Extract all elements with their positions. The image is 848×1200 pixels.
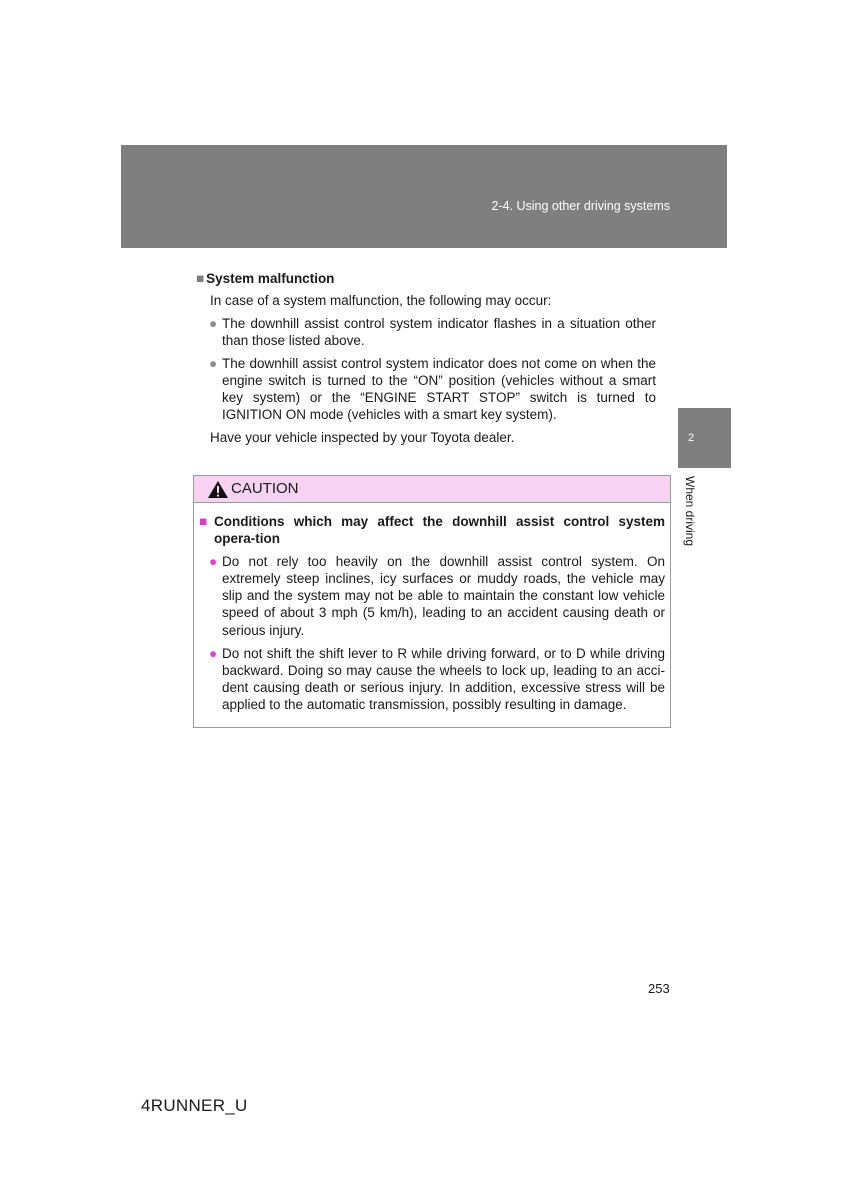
- page-number: 253: [648, 981, 670, 996]
- chapter-number: 2: [688, 432, 695, 444]
- list-item: [209, 553, 665, 638]
- list-item-text: The downhill assist control system indicator does not come on when the engine switch is turned to the “ON” position (vehicles without a smart key system) or the “ENGINE START STOP” switch is turned to IGNITION ON mode (vehicles with a smart key system).: [222, 356, 656, 422]
- caution-body: [198, 513, 664, 713]
- caution-header: [194, 476, 670, 503]
- list-item-text: Do not rely too heavily on the downhill assist control system. On extremely steep inclines, icy surfaces or muddy roads, the vehicle may slip and the system may not be able to maintain the constant low vehicle speed of about 3 mph (5 km/h), leading to an accident causing death or serious injury.: [222, 554, 665, 638]
- caution-heading: [199, 513, 665, 547]
- list-item: [209, 355, 656, 423]
- circle-bullet-icon: ●: [209, 316, 218, 331]
- caution-heading-text: Conditions which may affect the downhill assist control system opera-tion: [214, 514, 665, 547]
- header-band: [121, 145, 727, 248]
- circle-bullet-icon: ●: [209, 356, 218, 371]
- section-title: 2-4. Using other driving systems: [491, 199, 670, 213]
- list-item: [209, 315, 656, 349]
- caution-title: CAUTION: [231, 480, 299, 497]
- circle-bullet-icon: ●: [209, 554, 218, 570]
- square-marker-icon: ■: [199, 514, 208, 529]
- section-heading: [196, 270, 670, 287]
- square-marker-icon: ■: [196, 271, 205, 286]
- caution-box: [193, 475, 671, 728]
- section-closing: Have your vehicle inspected by your Toyota dealer.: [210, 430, 515, 445]
- list-item-text: The downhill assist control system indicator flashes in a situation other than those listed above.: [222, 316, 656, 348]
- warning-triangle-icon: [207, 480, 229, 499]
- chapter-label: When driving: [683, 476, 697, 547]
- section-heading-text: System malfunction: [206, 271, 335, 286]
- section-intro: In case of a system malfunction, the following may occur:: [210, 293, 552, 308]
- list-item-text: Do not shift the shift lever to R while driving forward, or to D while driving backward. Doing so may cause the wheels to lock up, leading to an acci-dent causing death or serious injury. In addition, excessive stress will be applied to the automatic transmission, possibly resulting in damage.: [222, 645, 665, 712]
- chapter-tab: [678, 408, 731, 468]
- footer-code: 4RUNNER_U: [141, 1096, 248, 1115]
- circle-bullet-icon: ●: [209, 645, 218, 661]
- main-content: [196, 270, 670, 446]
- list-item: [209, 645, 665, 713]
